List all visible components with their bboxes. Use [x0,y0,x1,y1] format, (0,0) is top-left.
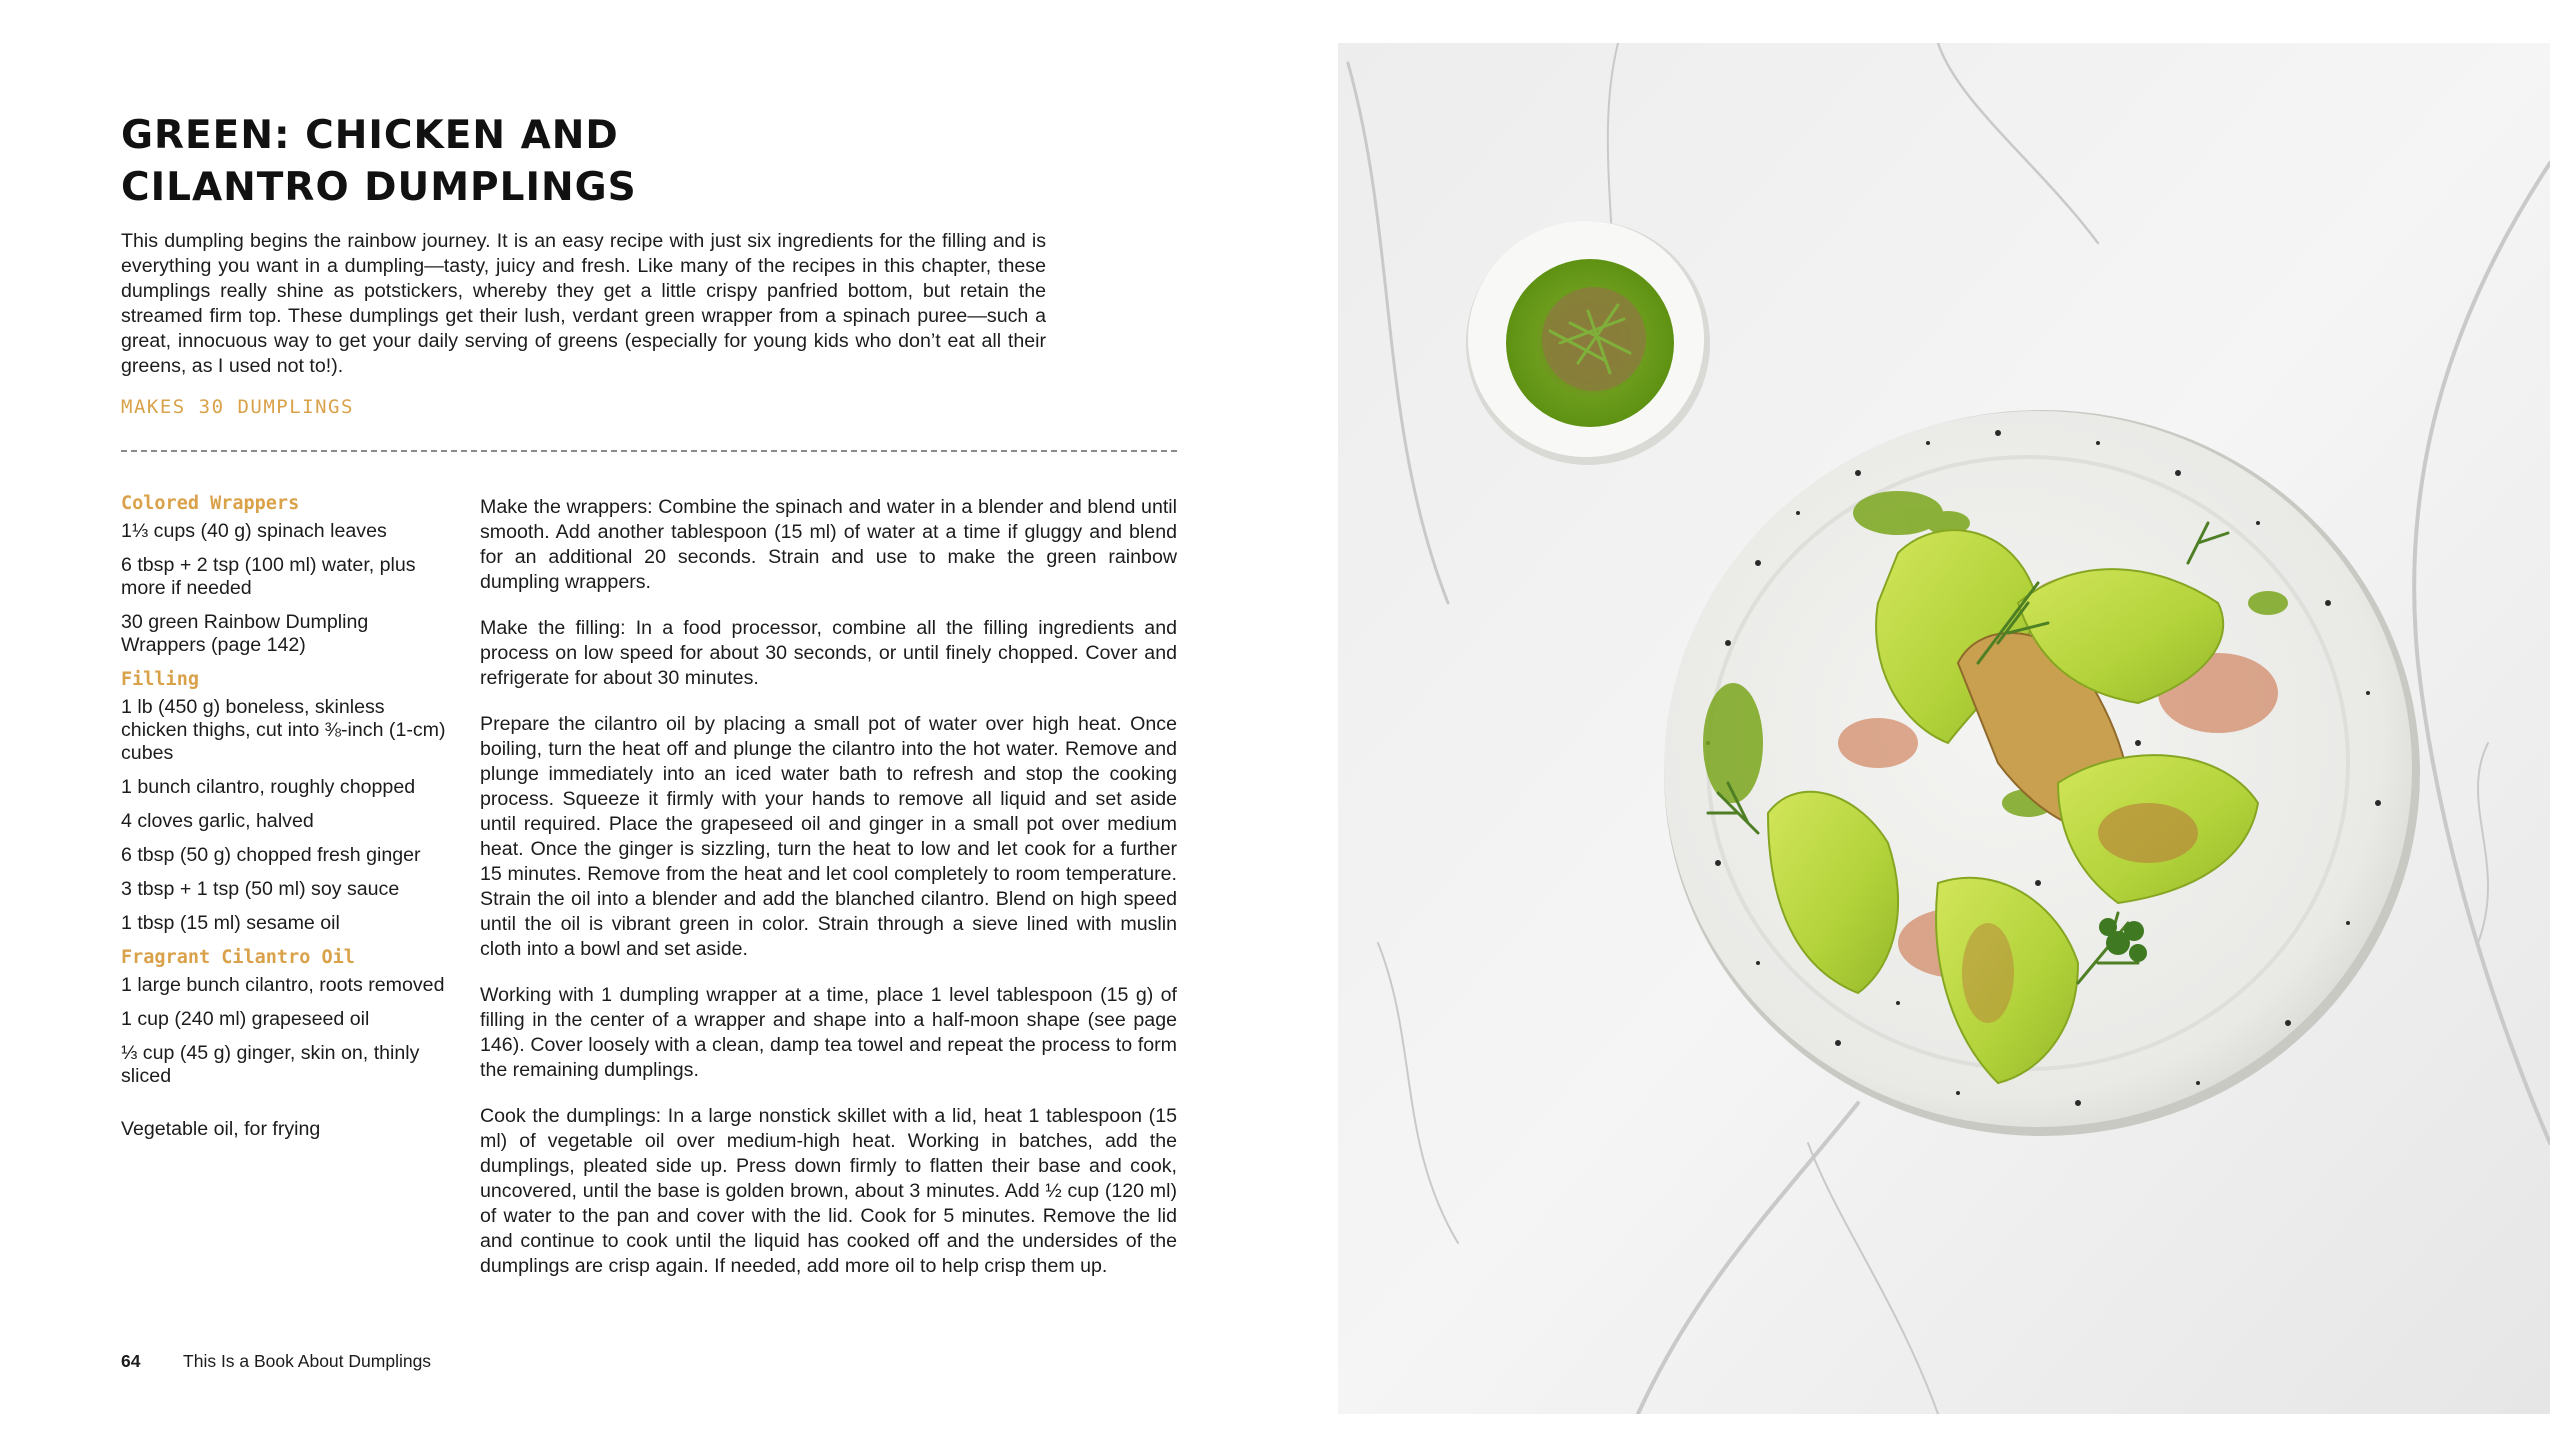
ingredient-section-oil [121,946,451,1088]
ingredient-item: 1 tbsp (15 ml) sesame oil [121,912,340,934]
ingredients-column [121,492,451,1141]
ingredient-section-wrappers [121,492,451,657]
ingredient-item: 1 cup (240 ml) grapeseed oil [121,1008,370,1030]
ingredient-extra: Vegetable oil, for frying [121,1118,321,1140]
ingredient-item: ⅓ cup (45 g) ginger, skin on, thinly sliced [121,1042,420,1087]
page-footer [121,1351,431,1372]
intro-paragraph: This dumpling begins the rainbow journey. It is an easy recipe with just six ingredients for the filling and is everything you want in a dumpling—tasty, juicy and fresh. Like many of the recipes in this chapter, these dumplings really shine as potstickers, whereby they get a little crispy panfried bottom, but retain the streamed firm top. These dumplings get their lush, verdant green wrapper from a spinach puree—such a great, innocuous way to get your daily serving of greens (especially for young kids who don’t eat all their greens, as I used not to!). [121,230,1046,377]
ingredient-list [121,520,451,657]
method-column [480,495,1177,1300]
method-step: Make the wrappers: Combine the spinach and water in a blender and blend until smooth. Add another tablespoon (15 ml) of water at a time if gluggy and blend for an additional 20 seconds. Strain and use to make the green rainbow dumpling wrappers. [480,496,1177,593]
ingredient-heading: Fragrant Cilantro Oil [121,947,355,968]
method-step: Prepare the cilantro oil by placing a small pot of water over high heat. Once boiling, turn the heat off and plunge the cilantro into the hot water. Remove and plunge immediately into an iced water bath to refresh and stop the cooking process. Squeeze it firmly with your hands to remove all liquid and set aside until required. Place the grapeseed oil and ginger in a small pot over medium heat. Once the ginger is sizzling, turn the heat to low and let cook for a further 15 minutes. Remove from the heat and let cool completely to room temperature. Strain the oil into a blender and add the blanched cilantro. Blend on high speed until the oil is vibrant green in color. Strain through a sieve lined with muslin cloth into a bowl and set aside. [480,713,1177,960]
ingredient-section-filling [121,668,451,935]
ingredient-item: 1 large bunch cilantro, roots removed [121,974,445,996]
ingredient-item: 1⅓ cups (40 g) spinach leaves [121,520,387,542]
ingredient-item: 6 tbsp (50 g) chopped fresh ginger [121,844,421,866]
recipe-title [121,110,1021,214]
ingredient-item: 3 tbsp + 1 tsp (50 ml) soy sauce [121,878,400,900]
dipping-bowl [1466,221,1710,465]
method-step: Working with 1 dumpling wrapper at a time, place 1 level tablespoon (15 g) of filling in the center of a wrapper and shape into a half-moon shape (see page 146). Cover loosely with a clean, damp tea towel and repeat the process to form the remaining dumplings. [480,984,1177,1081]
ingredient-item: 4 cloves garlic, halved [121,810,314,832]
yield-label: MAKES 30 DUMPLINGS [121,396,354,418]
ingredient-item: 1 lb (450 g) boneless, skinless chicken thighs, cut into ⅜-inch (1-cm) cubes [121,696,446,764]
ingredient-item: 30 green Rainbow Dumpling Wrappers (page 142) [121,611,369,656]
dashed-divider [121,450,1177,452]
title-line-1: GREEN: CHICKEN AND [121,113,619,158]
dumpling-photo [1338,43,2550,1414]
book-title: This Is a Book About Dumplings [183,1351,432,1371]
ingredient-list [121,696,451,935]
ingredient-item: 6 tbsp + 2 tsp (100 ml) water, plus more if needed [121,554,416,599]
ingredient-heading: Filling [121,669,199,690]
ingredient-heading: Colored Wrappers [121,493,300,514]
ingredient-list [121,974,451,1088]
method-step: Make the filling: In a food processor, combine all the filling ingredients and process on low speed for about 30 seconds, or until finely chopped. Cover and refrigerate for about 30 minutes. [480,617,1177,689]
title-line-2: CILANTRO DUMPLINGS [121,165,637,210]
page-number: 64 [121,1351,141,1371]
method-step: Cook the dumplings: In a large nonstick skillet with a lid, heat 1 tablespoon (15 ml) of vegetable oil over medium-high heat. Working in batches, add the dumplings, pleated side up. Press down firmly to flatten their base and cook, uncovered, until the base is golden brown, about 3 minutes. Add ½ cup (120 ml) of water to the pan and cover with the lid. Cook for 5 minutes. Remove the lid and continue to cook until the liquid has cooked off and the undersides of the dumplings are crisp again. If needed, add more oil to help crisp them up. [480,1105,1177,1277]
ingredient-item: 1 bunch cilantro, roughly chopped [121,776,416,798]
